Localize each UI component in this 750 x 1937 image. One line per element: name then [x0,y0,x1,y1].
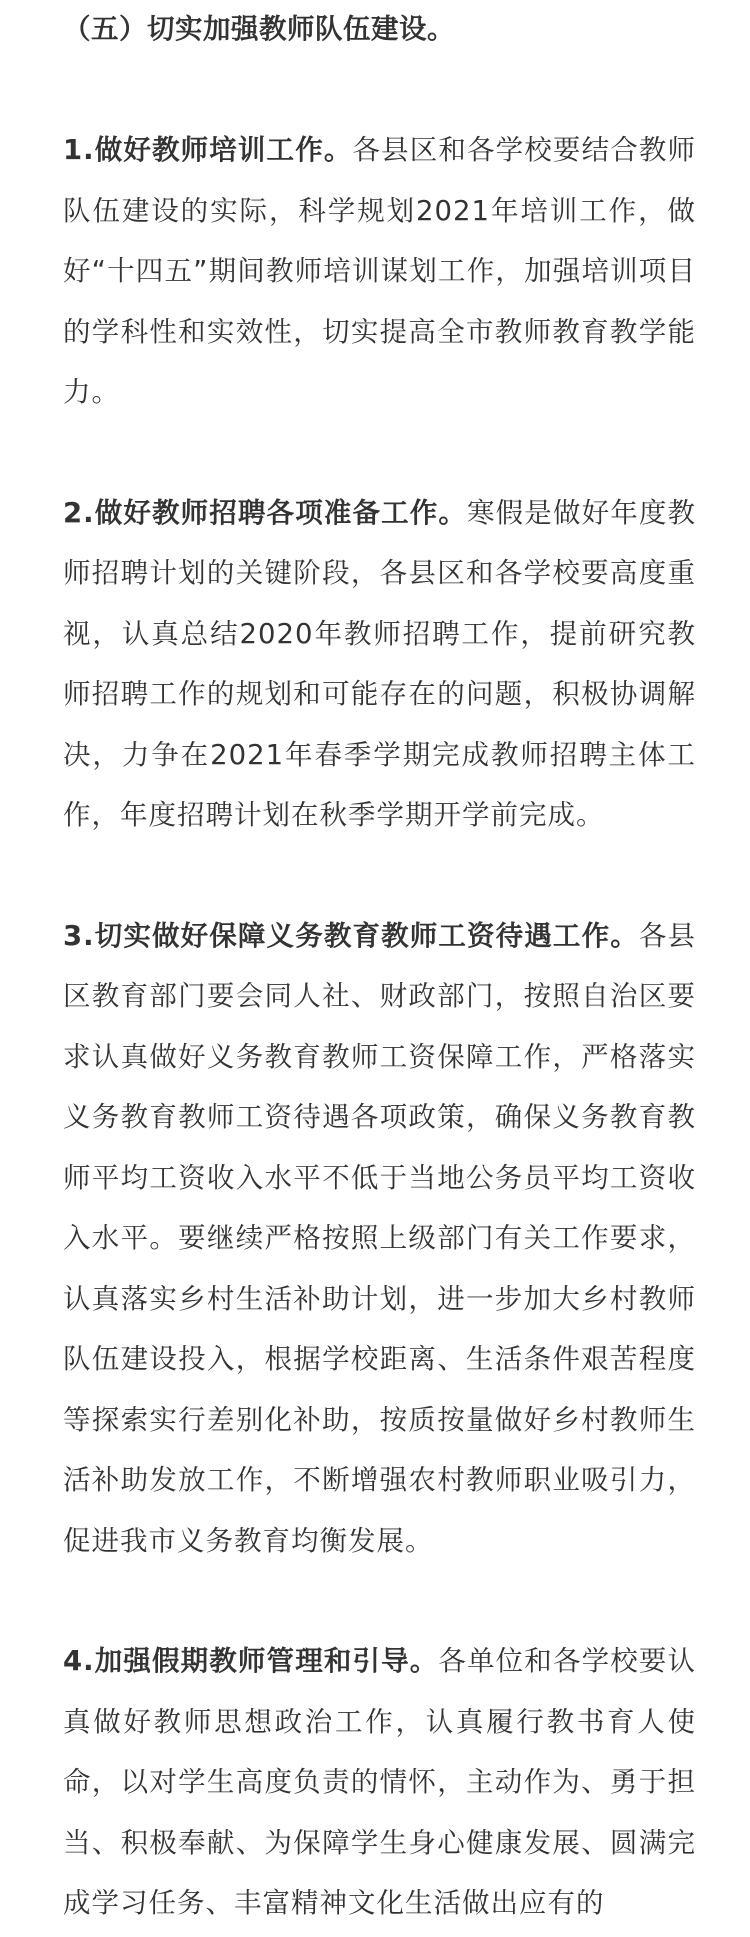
section-heading: （五）切实加强教师队伍建设。 [63,13,455,45]
paragraph-teacher-training [63,120,696,423]
paragraph-teacher-recruitment [63,483,696,846]
paragraph-lead: 3.切实做好保障义务教育教师工资待遇工作。 [63,919,639,952]
paragraph-text: 各单位和各学校要认真做好教师思想政治工作，认真履行教书育人使命，以对学生高度负责的情怀，主动作为、勇于担当、积极奉献、为保障学生身心健康发展、圆满完成学习任务、丰富精神文化生活做出应有的 [63,1645,696,1919]
paragraph-holiday-management [63,1631,696,1934]
paragraph-text: 各县区教育部门要会同人社、财政部门，按照自治区要求认真做好义务教育教师工资保障工作，严格落实义务教育教师工资待遇各项政策，确保义务教育教师平均工资收入水平不低于当地公务员平均工资收入水平。要继续严格按照上级部门有关工作要求，认真落实乡村生活补助计划，进一步加大乡村教师队伍建设投入，根据学校距离、生活条件艰苦程度等探索实行差别化补助，按质按量做好乡村教师生活补助发放工作，不断增强农村教师职业吸引力，促进我市义务教育均衡发展。 [63,919,696,1557]
paragraph-teacher-salary [63,906,696,1572]
paragraph-text: 各县区和各学校要结合教师队伍建设的实际，科学规划2021年培训工作，做好“十四五”期间教师培训谋划工作，加强培训项目的学科性和实效性，切实提高全市教师教育教学能力。 [63,134,696,408]
paragraph-lead: 2.做好教师招聘各项准备工作。 [63,496,468,529]
paragraph-text: 寒假是做好年度教师招聘计划的关键阶段，各县区和各学校要高度重视，认真总结2020年教师招聘工作，提前研究教师招聘工作的规划和可能存在的问题，积极协调解决，力争在2021年春季学期完成教师招聘主体工作，年度招聘计划在秋季学期开学前完成。 [63,496,696,831]
paragraph-lead: 4.加强假期教师管理和引导。 [63,1645,439,1677]
paragraph-lead: 1.做好教师培训工作。 [63,134,353,166]
